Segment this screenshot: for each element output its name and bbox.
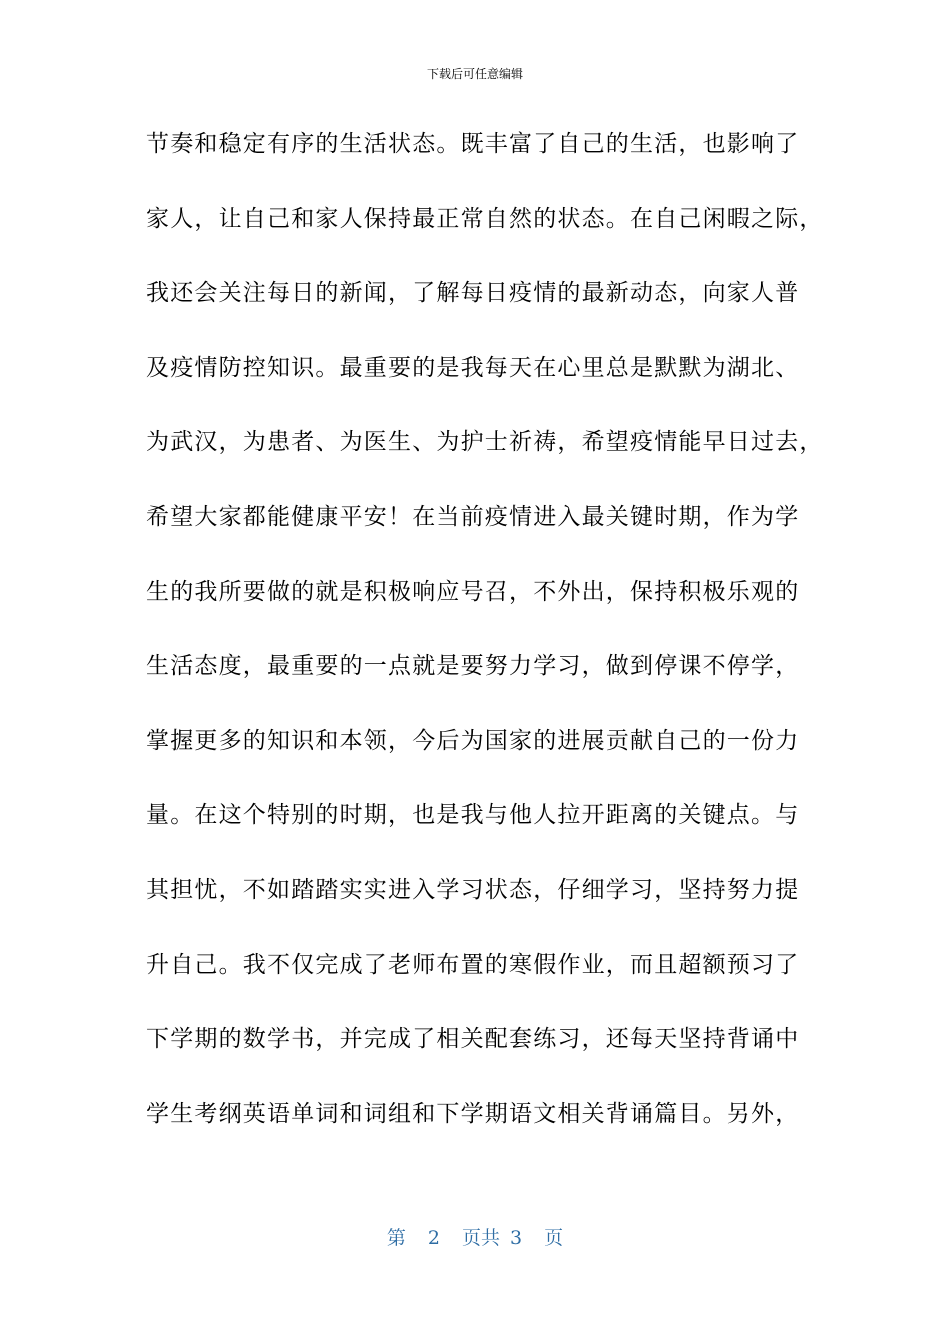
body-line: 其担忧，不如踏踏实实进入学习状态，仔细学习，坚持努力提 [146,876,800,903]
body-line: 生的我所要做的就是积极响应号召，不外出，保持积极乐观的 [146,578,800,605]
page-header: 下载后可任意编辑 [426,67,523,81]
body-line: 生活态度，最重要的一点就是要努力学习，做到停课不停学， [146,653,800,680]
page-footer [0,1226,950,1250]
body-line: 及疫情防控知识。最重要的是我每天在心里总是默默为湖北、 [146,354,800,381]
document-body [146,120,826,1164]
footer-prefix: 第 [386,1227,406,1249]
body-line: 学生考纲英语单词和词组和下学期语文相关背诵篇目。另外， [146,1100,800,1127]
footer-suffix: 页 [544,1227,564,1249]
footer-total-pages: 3 [510,1227,523,1249]
body-line: 家人，让自己和家人保持最正常自然的状态。在自己闲暇之际， [146,205,824,232]
body-line: 量。在这个特别的时期，也是我与他人拉开距离的关键点。与 [146,802,800,829]
body-line: 下学期的数学书，并完成了相关配套练习，还每天坚持背诵中 [146,1026,800,1053]
body-line: 升自己。我不仅完成了老师布置的寒假作业，而且超额预习了 [146,951,800,978]
body-line: 为武汉，为患者、为医生、为护士祈祷，希望疫情能早日过去， [146,429,824,456]
body-line: 节奏和稳定有序的生活状态。既丰富了自己的生活，也影响了 [146,131,800,157]
body-line: 掌握更多的知识和本领，今后为国家的进展贡献自己的一份力 [146,727,800,754]
footer-middle: 页共 [461,1227,500,1249]
body-line: 我还会关注每日的新闻，了解每日疫情的最新动态，向家人普 [146,280,800,307]
footer-page-number: 2 [427,1227,440,1249]
body-line: 希望大家都能健康平安！在当前疫情进入最关键时期，作为学 [146,503,800,530]
